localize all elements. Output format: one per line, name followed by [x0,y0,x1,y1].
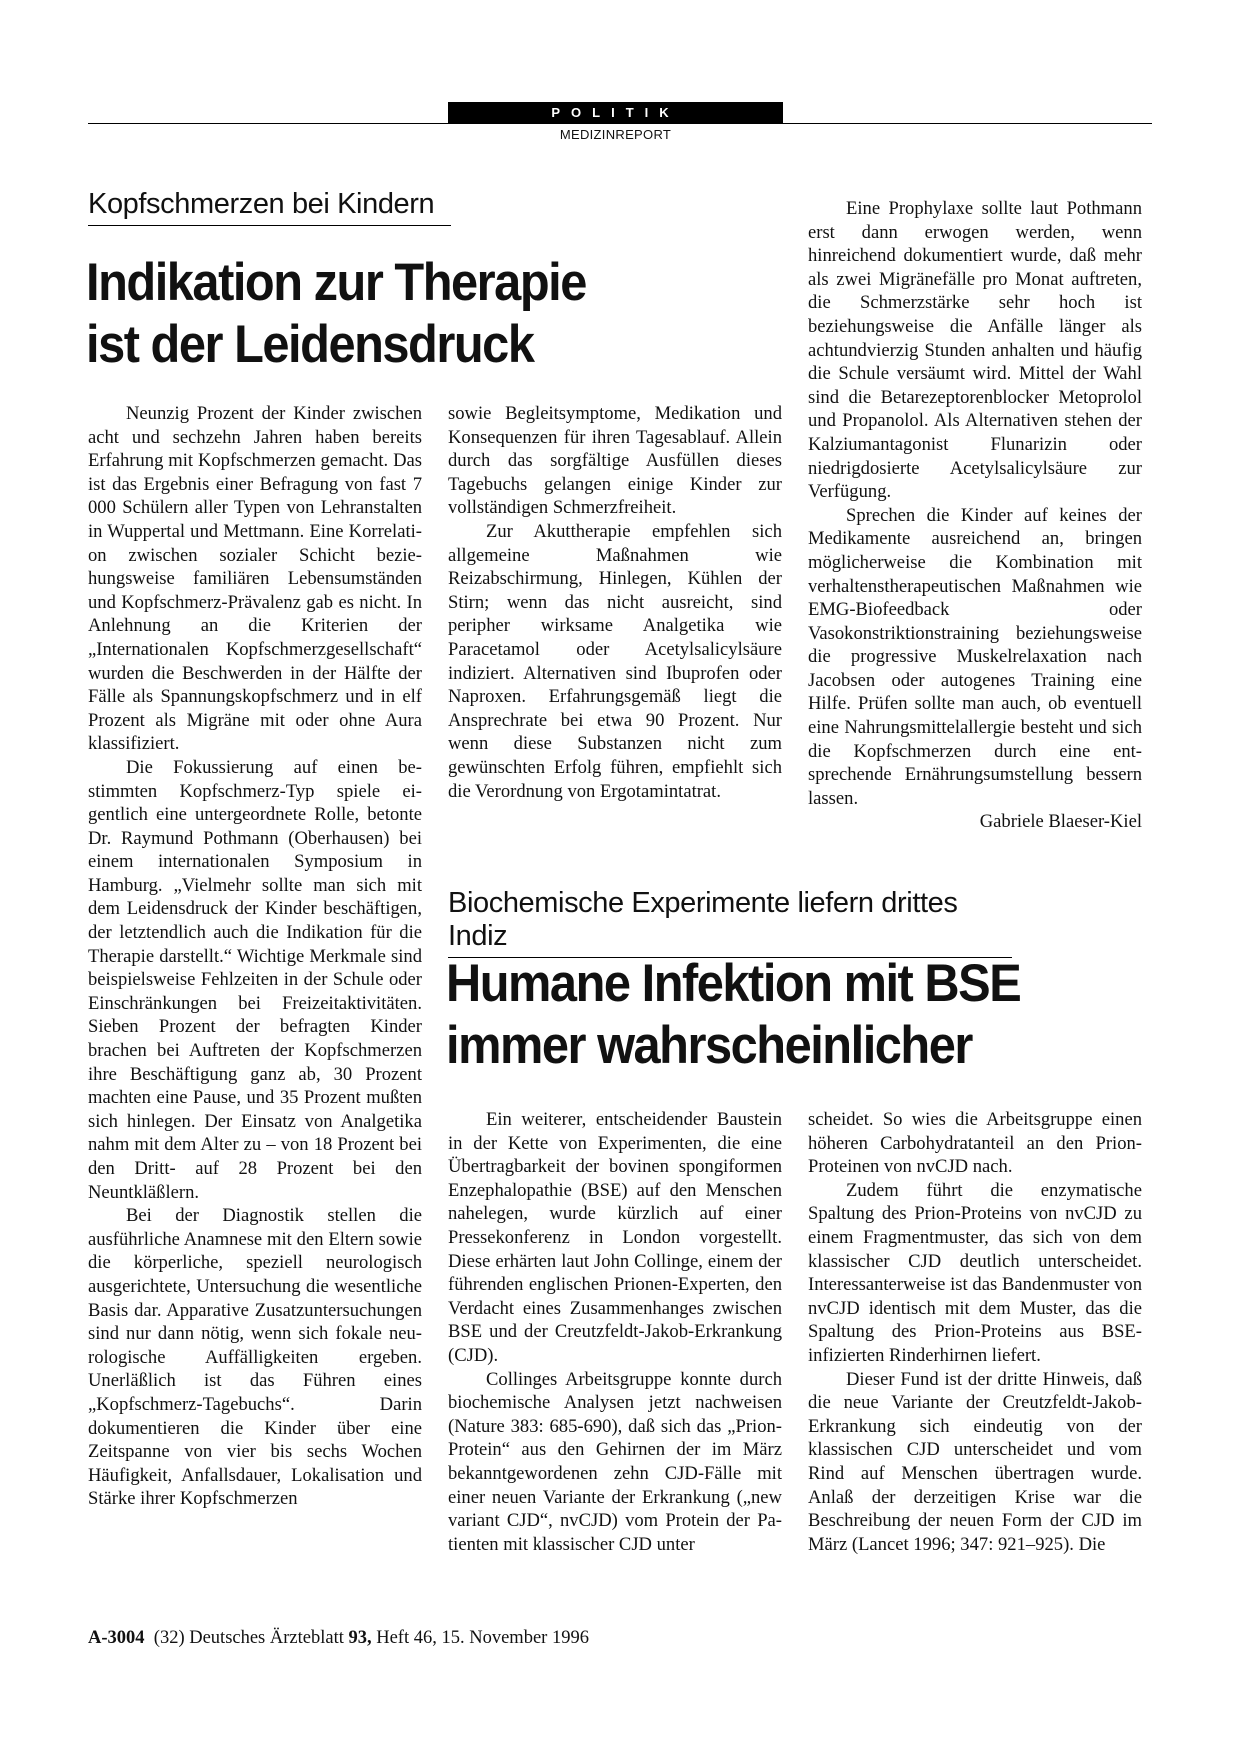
paragraph: scheidet. So wies die Arbeitsgruppe einen höheren Carbohydratanteil an den Prion-Proteinen von nvCJD nach. [808,1109,1142,1178]
paragraph: Collinges Arbeitsgruppe konnte durch biochemische Analysen jetzt nachweisen (Nature 383: 685-690), daß sich das „Prion-Protein“ aus den Gehirnen der im März bekanntgewordenen zehn CJD-Fälle mit einer neuen Variante der Erkrankung („new variant CJD“, nvCJD) vom Protein der Patienten mit klassischer CJD unter [448,1368,782,1555]
article2-headline [446,953,1020,1077]
section-label: POLITIK [448,102,783,123]
article1-headline [86,252,586,376]
article2-column-2 [808,1108,1142,1556]
article2-kicker: Biochemische Experimente liefern drittes Indiz [448,887,1012,958]
paragraph: Zudem führt die enzymatische Spaltung des Prion-Proteins von nvCJD zu einem Fragmentmuster, das sich von dem klassischer CJD deutlich unterscheidet. Interessanterweise ist das Bandenmuster von nvCJD identisch mit dem Muster, das die Spaltung des Prion-Proteins aus BSE-infizierten Rinderhirnen liefert. [808,1179,1142,1366]
paragraph: Ein weiterer, entscheidender Baustein in der Kette von Experimenten, die eine Übertragbarkeit der bovinen spongiformen Enzephalopathie (BSE) auf den Menschen nahelegen, wurde kürzlich auf einer Pressekonferenz in London vorgestellt. Diese erhärten laut John Collinge, einem der führenden englischen Prionen-Experten, den Verdacht eines Zusammenhanges zwischen BSE und der Creutzfeldt-Jakob-Erkrankung (CJD). [448,1109,782,1366]
paragraph: Dieser Fund ist der dritte Hinweis, daß die neue Variante der Creutzfeldt-Jakob-Erkrankung sich eindeutig von der klassischen CJD unterscheidet und vom Rind auf Menschen übertragen wurde. Anlaß der derzeitigen Krise war die Beschreibung der neuen Form der CJD im März (Lancet 1996; 347: 921–925). Die [808,1368,1142,1555]
article1-headline-line1: Indikation zur Therapie [86,253,586,312]
header-rule [88,123,1152,124]
footer-journal: (32) Deutsches Ärzteblatt [153,1628,344,1648]
article1-headline-line2: ist der Leidensdruck [86,315,534,374]
subsection-label: MEDIZINREPORT [559,127,672,142]
footer-volume: 93, [348,1628,372,1648]
paragraph: Zur Akuttherapie empfehlen sich allgemeine Maßnahmen wie Reizabschirmung, Hinlegen, Kühlen der Stirn; wenn das nicht ausreicht, sind peripher wirksame Analgetika wie Paracetamol oder Acetylsalicylsäure indiziert. Alternativen sind Ibuprofen oder Naproxen. Erfahrungsgemäß liegt die Ansprechrate bei etwa 90 Prozent. Nur wenn diese Substanzen nicht zum gewünschten Erfolg führen, empfiehlt sich die Verordnung von Ergotamintatrat. [448,520,782,802]
paragraph: Die Fokussierung auf einen bestimmten Kopfschmerz-Typ spiele eigentlich eine untergeordnete Rolle, betonte Dr. Raymund Pothmann (Oberhausen) bei einem internationalen Symposium in Hamburg. „Vielmehr sollte man sich mit dem Leidensdruck der Kinder beschäftigen, der letztendlich auch die Indikation für die Therapie darstellt.“ Wichtige Merkmale sind beispielsweise Fehlzeiten in der Schule oder Einschränkungen bei Freizeitaktivitäten. Sieben Prozent der befragten Kinder brachen bei Auftreten der Kopfschmerzen ihre Beschäftigung ganz ab, 30 Prozent machten eine Pause, und 35 Prozent mußten sich hinlegen. Der Einsatz von Analgetika nahm mit dem Alter zu – von 18 Prozent bei den Dritt- auf 28 Prozent bei den Neuntkläßlern. [88,756,422,1203]
paragraph: Sprechen die Kinder auf keines der Medikamente ausreichend an, bringen möglicherweise die Kombination mit verhaltenstherapeutischen Maßnahmen wie EMG-Biofeedback oder Vasokonstriktionstraining beziehungsweise die progressive Muskelrelaxation nach Jacobsen oder autogenes Training eine Hilfe. Prüfen sollte man auch, ob eventuell eine Nahrungsmittelallergie besteht und sich die Kopfschmerzen durch eine entsprechende Ernährungsumstellung bessern lassen. [808,504,1142,809]
article1-column-3 [808,197,1142,834]
article1-kicker: Kopfschmerzen bei Kindern [88,188,451,226]
article2-headline-line1: Humane Infektion mit BSE [446,954,1021,1013]
article1-column-2 [448,402,782,803]
footer-issue: Heft 46, 15. November 1996 [376,1628,589,1648]
article2-headline-line2: immer wahrscheinlicher [446,1016,972,1075]
author-byline: Gabriele Blaeser-Kiel [979,811,1142,833]
page-footer [88,1628,589,1649]
paragraph: Eine Prophylaxe sollte laut Pothmann erst dann erwogen werden, wenn hinreichend dokumentiert wurde, daß mehr als zwei Migränefälle pro Monat auftreten, die Schmerzstärke sehr hoch ist beziehungsweise die Anfälle länger als achtundvierzig Stunden anhalten und häufig die Schule versäumt wird. Mittel der Wahl sind die Betarezeptorenblocker Metoprolol und Propanolol. Als Alternativen stehen der Kalziumantagonist Flunarizin oder niedrigdosierte Acetylsalicylsäure zur Verfügung. [808,198,1142,503]
article2-column-1 [448,1108,782,1556]
paragraph: sowie Begleitsymptome, Medikation und Konsequenzen für ihren Tagesablauf. Allein durch das sorgfältige Ausfüllen dieses Tagebuchs gelangen einige Kinder zur vollständigen Schmerzfreiheit. [448,403,782,519]
article1-column-1 [88,402,422,1511]
page-code: A-3004 [88,1628,145,1648]
paragraph: Bei der Diagnostik stellen die ausführliche Anamnese mit den Eltern sowie die körperliche, speziell neurologisch ausgerichtete, Untersuchung die wesentliche Basis dar. Apparative Zusatzuntersuchungen sind nur dann nötig, wenn sich fokale neurologische Auffälligkeiten ergeben. Unerläßlich ist das Führen eines „Kopfschmerz-Tagebuchs“. Darin dokumentieren die Kinder über eine Zeitspanne von vier bis sechs Wochen Häufigkeit, Anfallsdauer, Lokalisation und Stärke ihrer Kopfschmerzen [88,1205,422,1510]
paragraph: Neunzig Prozent der Kinder zwischen acht und sechzehn Jahren haben bereits Erfahrung mit Kopfschmerzen gemacht. Das ist das Ergebnis einer Befragung von fast 7 000 Schülern aller Typen von Lehranstalten in Wuppertal und Mettmann. Eine Korrelation zwischen sozialer Schicht beziehungsweise familiären Lebensumständen und Kopfschmerz-Prävalenz gab es nicht. In Anlehnung an die Kriterien der „Internationalen Kopfschmerzgesellschaft“ wurden die Beschwerden in der Hälfte der Fälle als Spannungskopfschmerz und in elf Prozent als Migräne mit oder ohne Aura klassifiziert. [88,403,422,755]
